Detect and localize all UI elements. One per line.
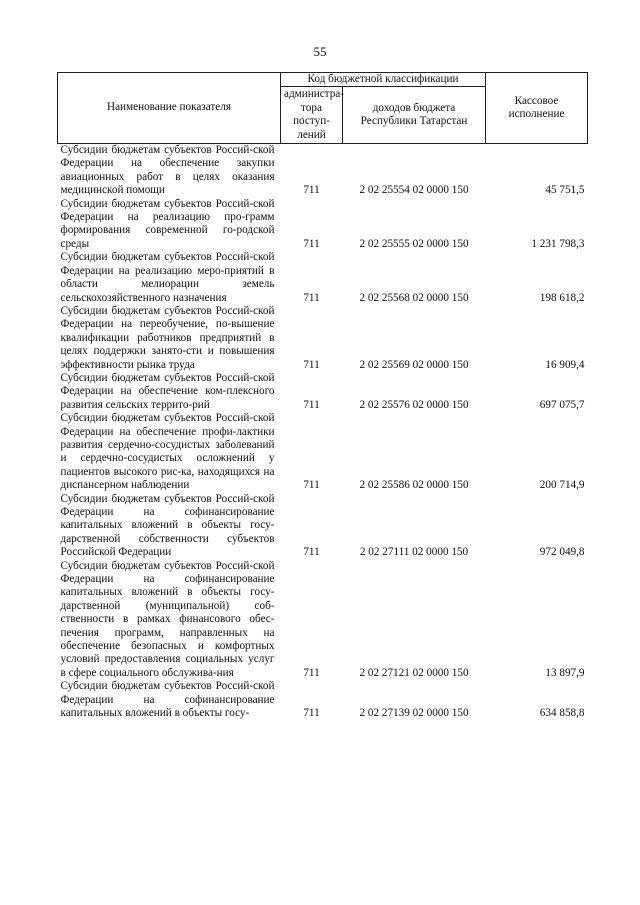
administrator-code: 711 bbox=[303, 291, 320, 304]
indicator-name: Субсидии бюджетам субъектов Россий-ской Федерации на обеспечение профи-лактики развития сердечно-сосудистых заболеваний и сердечно-сосудистых осложнений у пациентов высокого рис-ка, находящихся на диспансерном наблюдении bbox=[60, 412, 275, 492]
administrator-code: 711 bbox=[303, 237, 320, 250]
indicator-name: Субсидии бюджетам субъектов Россий-ской Федерации на переобучение, по-вышение квалификации работников предприятий в целях поддержки занято-сти и повышения эффективности рынка труда bbox=[60, 304, 275, 371]
execution-amount: 45 751,5 bbox=[545, 184, 585, 197]
administrator-code: 711 bbox=[303, 666, 320, 679]
administrator-code: 711 bbox=[303, 184, 320, 197]
table-row bbox=[58, 144, 588, 198]
page-number: 55 bbox=[313, 44, 327, 59]
execution-amount: 697 075,7 bbox=[539, 398, 585, 411]
administrator-code: 711 bbox=[303, 707, 320, 720]
table-row bbox=[58, 198, 588, 252]
table-row bbox=[58, 560, 588, 681]
revenue-code: 2 02 25554 02 0000 150 bbox=[359, 184, 469, 197]
budget-revenue-table bbox=[57, 72, 588, 721]
header-revenue-code: доходов бюджета Республики Татарстан bbox=[343, 87, 486, 144]
revenue-code: 2 02 27139 02 0000 150 bbox=[359, 707, 469, 720]
indicator-name: Субсидии бюджетам субъектов Россий-ской Федерации на софинансирование капитальных вложений в объекты госу-дарственной (муниципальной) соб-ственности в рамках финансового обес-печения программ, направленных на обеспечение безопасных и комфортных условий предоставления социальных услуг в сфере социального обслужива-ния bbox=[60, 559, 275, 679]
revenue-code: 2 02 25576 02 0000 150 bbox=[359, 398, 469, 411]
table-row bbox=[58, 305, 588, 372]
indicator-name: Субсидии бюджетам субъектов Россий-ской Федерации на софинансирование капитальных вложений в объекты госу-дарственной собственности субъектов Российской Федерации bbox=[60, 492, 275, 559]
header-cash-execution: Кассовое исполнение bbox=[486, 73, 588, 144]
header-indicator-name: Наименование показателя bbox=[58, 73, 281, 144]
administrator-code: 711 bbox=[303, 546, 320, 559]
indicator-name: Субсидии бюджетам субъектов Россий-ской Федерации на реализацию меро-приятий в области мелиорации земель сельскохозяйственного назначения bbox=[60, 251, 275, 304]
indicator-name: Субсидии бюджетам субъектов Россий-ской Федерации на реализацию про-грамм формирования современной го-родской среды bbox=[60, 197, 275, 250]
table-row bbox=[58, 412, 588, 492]
administrator-code: 711 bbox=[303, 398, 320, 411]
revenue-code: 2 02 27121 02 0000 150 bbox=[359, 666, 469, 679]
header-administrator: администра-тора поступ-лений bbox=[281, 87, 343, 144]
indicator-name: Субсидии бюджетам субъектов Россий-ской Федерации на софинансирование капитальных вложений в объекты госу- bbox=[60, 680, 275, 720]
table-header bbox=[58, 73, 588, 144]
execution-amount: 13 897,9 bbox=[545, 666, 585, 679]
table-body bbox=[58, 144, 588, 721]
revenue-code: 2 02 25586 02 0000 150 bbox=[359, 479, 469, 492]
revenue-code: 2 02 25555 02 0000 150 bbox=[359, 237, 469, 250]
execution-amount: 634 858,8 bbox=[539, 707, 585, 720]
execution-amount: 16 909,4 bbox=[545, 358, 585, 371]
indicator-name: Субсидии бюджетам субъектов Россий-ской Федерации на обеспечение закупки авиационных работ в целях оказания медицинской помощи bbox=[60, 144, 275, 197]
table-row bbox=[58, 251, 588, 305]
execution-amount: 1 231 798,3 bbox=[531, 237, 585, 250]
revenue-code: 2 02 25568 02 0000 150 bbox=[359, 291, 469, 304]
table-row bbox=[58, 680, 588, 720]
administrator-code: 711 bbox=[303, 479, 320, 492]
administrator-code: 711 bbox=[303, 358, 320, 371]
revenue-code: 2 02 25569 02 0000 150 bbox=[359, 358, 469, 371]
execution-amount: 198 618,2 bbox=[539, 291, 585, 304]
table-row bbox=[58, 493, 588, 560]
table-row bbox=[58, 372, 588, 412]
indicator-name: Субсидии бюджетам субъектов Россий-ской Федерации на обеспечение ком-плексного развития сельских террито-рий bbox=[60, 371, 275, 411]
execution-amount: 972 049,8 bbox=[539, 546, 585, 559]
revenue-code: 2 02 27111 02 0000 150 bbox=[359, 546, 469, 559]
execution-amount: 200 714,9 bbox=[539, 479, 585, 492]
header-budget-code-group: Код бюджетной классификации bbox=[281, 73, 486, 87]
